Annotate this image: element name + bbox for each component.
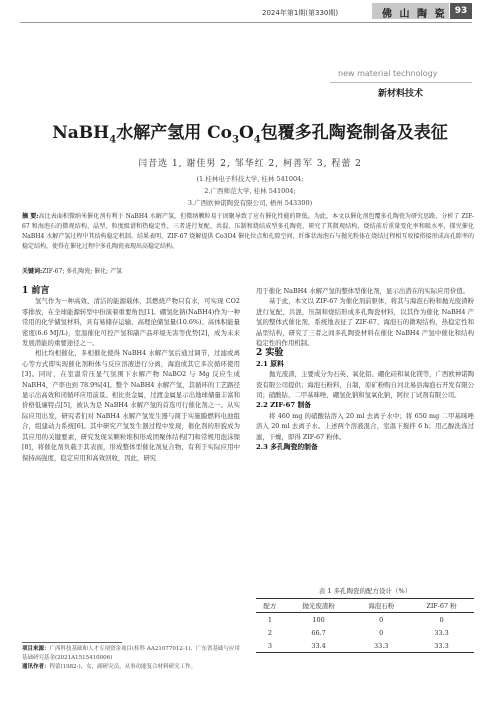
table-cell: 0 bbox=[379, 615, 384, 624]
abstract bbox=[22, 212, 474, 252]
table-cell: 33.3 bbox=[353, 639, 409, 653]
section-heading: 2 实验 bbox=[256, 348, 284, 359]
column-name-cn: 新材料技术 bbox=[378, 89, 424, 99]
keywords bbox=[22, 266, 474, 275]
abstract-label: 摘 要: bbox=[22, 213, 39, 220]
issue-label: 2024年第1期(第330期) bbox=[262, 9, 339, 17]
affiliation-2: 2.广西师范大学, 桂林 541004; bbox=[204, 187, 296, 195]
table-row bbox=[256, 626, 474, 639]
table-cell: 1 bbox=[267, 615, 272, 624]
table-header-cell: 配方 bbox=[256, 599, 284, 613]
table-cell: 66.7 bbox=[311, 628, 326, 637]
keywords-label: 关键词: bbox=[22, 268, 43, 275]
article-title: NaBH$_4$水解产氢用 $Co_3O_4$包覆多孔陶瓷制备及表征 bbox=[52, 123, 448, 146]
right-column bbox=[256, 286, 474, 453]
affiliation-1: (1.桂林电子科技大学, 桂林 541004; bbox=[196, 175, 304, 183]
table-row bbox=[256, 613, 474, 627]
table-header-cell: 抛光废渣粉 bbox=[284, 599, 354, 613]
subsection-heading: 2.1 原料 bbox=[256, 359, 284, 368]
paragraph: 氢气作为一种高效、清洁的能源载体，其燃烧产物只有水，可实现 CO2 零排放，在全球能源转型中扮演着重要角色[1]。硼氢化钠(NaBH4)作为一种常用的化学储氢材料，具有易储存运输、高理论储氢量(10.6%)、高体积能量密度(6.6 MJ/L)，室温催化可控产氢和副产品环境无害等优势[2]，成为未来发展潜能的重要途径之一。 bbox=[22, 297, 240, 348]
keywords-text: ZIF-67; 多孔陶瓷; 催化; 产氢 bbox=[42, 268, 123, 275]
footnote-funding: 项目来源：广西科技基础和人才专项资金项目(桂科 AA21077012-1)、广东省基础与应用基础研究基金(2021A1515410006) bbox=[22, 646, 240, 661]
table-header-row bbox=[256, 599, 474, 613]
table-header-cell: 海泡石粉 bbox=[353, 599, 409, 613]
column-name-en: new material technology bbox=[338, 69, 438, 78]
journal-name: 佛 山 陶 瓷 bbox=[382, 9, 447, 20]
section-heading: 1 前言 bbox=[22, 286, 50, 296]
table-cell: 33.3 bbox=[409, 639, 474, 653]
table-cell: 33.4 bbox=[284, 639, 354, 653]
table-cell: 33.3 bbox=[434, 628, 449, 637]
column-divider bbox=[330, 82, 472, 83]
left-column bbox=[22, 286, 240, 463]
abstract-text: 高比表面积微纳米催化剂有利于 NaBH4 水解产氢，但微纳颗粒易于团聚导致了应有催化性能的降低。为此，本文以催化剂包覆多孔陶瓷为研究思路，分析了 ZIF-67 和海泡石的微观结构、晶型、粒度级谱和热稳定性，三者进行复配、共混、压制和烧结成型多孔陶瓷，研究了其微观结构，烧结前后重量变化率和吸水率，探究催化 NaBH4 水解产氢过程中其结构稳定机制。结果表明，ZIF-67 烧解提供 Co3O4 催化位点和孔隙空间，纤维状海泡石与抛光粉体在烧结过程相互咬接搭接形成高孔隙率的稳定结构，使得在催化过程中多孔陶瓷表现出高稳定结构。 bbox=[22, 213, 474, 250]
affiliation-3: 3.广西欧神诺陶瓷有限公司, 梧州 543300) bbox=[187, 199, 313, 207]
author-list: 闫昔选 1, 谢佳男 2, 邹华红 2, 柯善军 3, 程蕾 2 bbox=[138, 159, 362, 169]
paragraph: 抛光废渣，主要成分为石英、氧化铝、硼化硅和氧化镁等，广西欧神诺陶瓷有限公司提供；海泡石粉料，自制，原矿粉购自河北易县海泡石开发有限公司；硝酸钴、二甲基咪唑、硼氢化钠和氢氧化钠，阿拉丁试剂有限公司。 bbox=[256, 370, 474, 400]
footnote-author: 通讯作者：程蕾(1982-)，女，副研究员，从事功能复合材料研究工作。 bbox=[22, 664, 197, 670]
table-cell: 100 bbox=[312, 615, 325, 624]
subsection-heading: 2.2 ZIF-67 制备 bbox=[256, 401, 312, 410]
page-number: 93 bbox=[450, 3, 472, 19]
table-cell: 2 bbox=[267, 628, 272, 637]
paragraph: 相比均相催化，多相催化使得 NaBH4 水解产氢后通过调节，过滤或离心等方式即实现催化剂粉体与反应溶液进行分离，海泡或其它多次循环使用[3]。同时，在室温常压显气氛围下水解产物 NaBO2 与 Mg 反应生成 NaBH4，产率也到 78.9%[4]。整个 NaBH4 水解产氢，其循环的工艺路径显示出高效和闭循环应用前景。相比贵金属，过渡金属显示出地球储量丰富和价格低廉特点[5]，被认为是 NaBH4 水解产氢的首选可行催化剂之一。从实际应用出发，研究者们对 NaBH4 水解产氢发生器与简于实施膜燃料电池组合，组建动力系统[6]。其中研究产氢发生器过程中发现，催化剂的形貌成为其应用的关键要素，研究发现采颗粒堆积形成团聚体结构[7]和常规用泡沫镍[8]，将催化剂负载于其表面，形成整体型催化剂复合物，有利于实际应用中保持高强度，稳定应用和高效回收，因此，研究 bbox=[22, 349, 240, 462]
subsection-heading: 2.3 多孔陶瓷的制备 bbox=[256, 443, 318, 452]
table-cell: 3 bbox=[256, 639, 284, 653]
table-caption: 表 1 多孔陶瓷的配方设计（%） bbox=[318, 587, 412, 595]
footnote-divider bbox=[22, 642, 122, 643]
paragraph: 用于催化 NaBH4 水解产氢的整体型催化剂，显示出潜在的实际应用价值。 bbox=[256, 287, 470, 295]
header-divider bbox=[20, 22, 472, 23]
table-row bbox=[256, 639, 474, 653]
paragraph: 将 460 mg 的硝酸钴溶入 20 ml 去离子水中；将 650 mg 二甲基咪唑溶入 20 ml 去离子水。上述两个溶液混合，室温下搅拌 6 h；用乙醇洗涤过滤，干燥，即得 ZIF-67 粉体。 bbox=[256, 411, 474, 441]
paragraph: 基于此，本文以 ZIF-67 为催化剂前驱体，将其与海泡石粉和抛光废渣粉进行复配、共混，压制和烧结形成多孔陶瓷材料，以其作为催化 NaBH4 产氢的整体式催化剂，系统地表征了 ZIF-67、海泡石的微观结构，热稳定性和晶型结构，研究了三者之间多孔陶瓷材料在催化 NaBH4 产氢中催化和结构稳定性的作用机制。 bbox=[256, 297, 474, 348]
formula-table bbox=[256, 598, 474, 653]
table-cell: 0 bbox=[379, 628, 384, 637]
table-header-cell: ZIF-67 粉 bbox=[409, 599, 474, 613]
table-cell: 0 bbox=[439, 615, 444, 624]
